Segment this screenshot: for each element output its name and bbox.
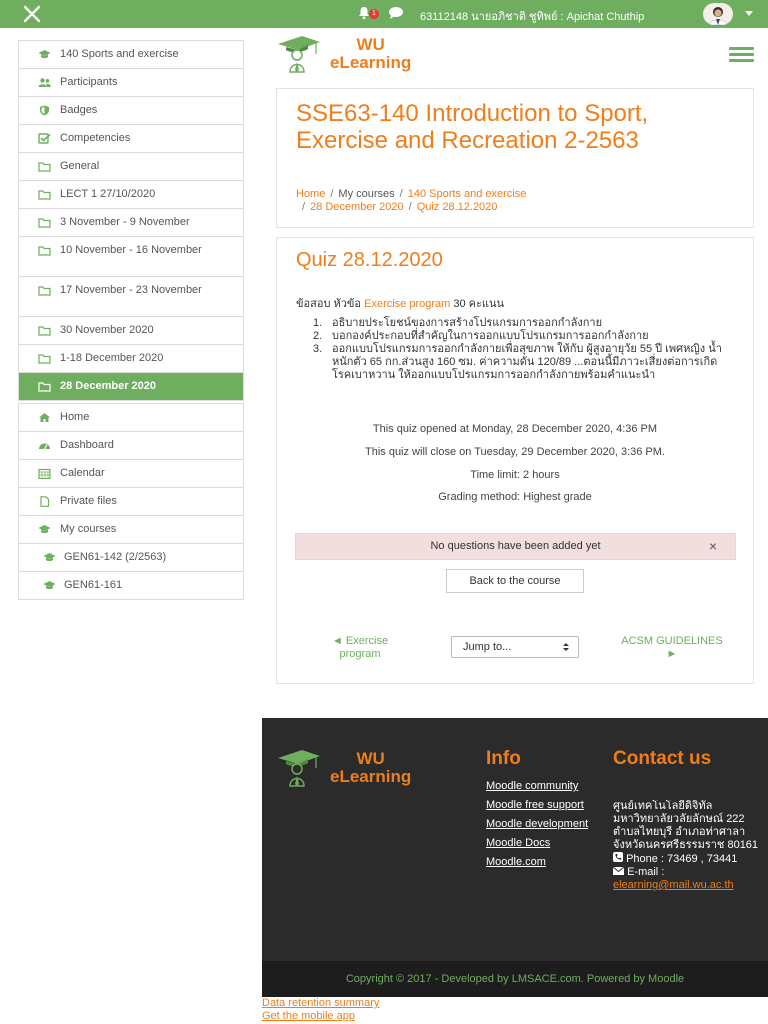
sidebar-item-label: GEN61-142 (2/2563) xyxy=(64,551,167,563)
intro-suffix: 30 คะแนน xyxy=(453,298,505,310)
close-alert-icon[interactable]: × xyxy=(708,538,717,554)
page-header-card xyxy=(276,88,754,228)
copyright-bar: Copyright © 2017 - Developed by LMSACE.com. Powered by Moodle xyxy=(262,961,768,997)
sidebar-item-label: General xyxy=(60,160,100,172)
folder-icon xyxy=(38,325,51,336)
sidebar-item-label: GEN61-161 xyxy=(64,579,123,591)
footer-link-moodle-docs[interactable]: Moodle Docs xyxy=(486,837,551,849)
breadcrumb-my-courses: My courses xyxy=(338,188,395,200)
sidebar-item-label: 30 November 2020 xyxy=(60,324,154,336)
sidebar-item-label: Badges xyxy=(60,104,98,116)
breadcrumb: Home / My courses / 140 Sports and exercise / 28 December 2020 / Quiz 28.12.2020 xyxy=(296,188,527,213)
close-drawer-icon[interactable] xyxy=(20,4,44,24)
quiz-open-time: This quiz opened at Monday, 28 December 2020, 4:36 PM xyxy=(372,423,658,435)
sidebar-item-label: Private files xyxy=(60,495,117,507)
sidebar-item-label: LECT 1 27/10/2020 xyxy=(60,188,156,200)
list-item: 1. อธิบายประโยชน์ของการสร้างโปรแกรมการออกกำลังกาย xyxy=(313,317,603,329)
mobile-app-link[interactable]: Get the mobile app xyxy=(262,1010,355,1022)
sidebar-item-label: Calendar xyxy=(60,467,105,479)
user-avatar[interactable] xyxy=(703,3,733,25)
brand-line2: eLearning xyxy=(330,53,412,72)
list-item: 3. ออกแบบโปรแกรมการออกกำลังกายเพื่อสุขภาพ ให้กับ ผู้สูงอายุวัย 55 ปี เพศหญิง น้ำหนักตัว 65 กก.ส่วนสูง 160 ซม. ค่าความดัน 120/89 ...ตอนนี้มีภาวะเสี่ยงต่อการเกิดโรคเบาหวาน ให้ออกแบบโปรแกรมการออกกำลังกายพร้อมคำแนะนำ xyxy=(313,343,722,381)
brand-line1: WU xyxy=(356,749,385,768)
alert-message: No questions have been added yet xyxy=(430,540,601,552)
next-activity-link[interactable]: ACSM GUIDELINES ► xyxy=(621,635,723,660)
sidebar-item-home[interactable] xyxy=(19,404,243,432)
sidebar-item-week-nov10[interactable] xyxy=(19,237,243,277)
sidebar-item-gen61-142[interactable] xyxy=(19,544,243,572)
sidebar-item-participants[interactable] xyxy=(19,69,243,97)
dashboard-icon xyxy=(38,440,51,451)
graduation-cap-icon xyxy=(43,580,56,591)
shield-icon xyxy=(38,105,51,116)
quiz-main-card xyxy=(276,237,754,684)
sidebar-item-dec28[interactable] xyxy=(19,373,243,401)
messages-icon[interactable] xyxy=(388,6,404,20)
sidebar-item-dashboard[interactable] xyxy=(19,432,243,460)
breadcrumb-section[interactable]: 28 December 2020 xyxy=(310,201,404,213)
graduation-cap-icon xyxy=(38,49,51,60)
footer-link-moodle-development[interactable]: Moodle development xyxy=(486,818,589,830)
list-item: 2. บอกองค์ประกอบที่สำคัญในการออกแบบโปรแกรมการออกกำลังกาย xyxy=(313,330,649,342)
sidebar-item-label: Participants xyxy=(60,76,118,88)
sidebar-item-label: 3 November - 9 November xyxy=(60,216,190,228)
sidebar-item-label: 17 November - 23 November xyxy=(60,284,202,296)
back-to-course-button[interactable]: Back to the course xyxy=(446,569,584,593)
sidebar-item-label: Competencies xyxy=(60,132,131,144)
quiz-intro xyxy=(296,294,504,312)
home-icon xyxy=(38,412,51,423)
contact-email-link[interactable]: elearning@mail.wu.ac.th xyxy=(613,879,734,891)
no-questions-alert xyxy=(295,533,736,560)
sidebar-item-label: 10 November - 16 November xyxy=(60,244,202,256)
sidebar-item-week-nov17[interactable] xyxy=(19,277,243,317)
quiz-instructions-list xyxy=(313,317,733,382)
sidebar-item-gen61-161[interactable] xyxy=(19,572,243,600)
site-navigation xyxy=(18,403,244,600)
data-retention-link[interactable]: Data retention summary xyxy=(262,997,380,1009)
folder-icon xyxy=(38,245,51,256)
footer-info-heading: Info xyxy=(486,748,521,769)
sidebar-item-week-nov3[interactable] xyxy=(19,209,243,237)
exercise-program-link[interactable]: Exercise program xyxy=(364,298,451,310)
file-icon xyxy=(38,496,51,507)
sidebar-item-label: 140 Sports and exercise xyxy=(60,48,179,60)
sidebar-item-label: My courses xyxy=(60,523,117,535)
brand-text xyxy=(330,36,411,72)
brand-line2: eLearning xyxy=(330,767,412,786)
jump-to-select[interactable] xyxy=(451,636,579,658)
footer-link-moodle-support[interactable]: Moodle free support xyxy=(486,799,584,811)
breadcrumb-quiz[interactable]: Quiz 28.12.2020 xyxy=(416,201,498,213)
sidebar-item-label: 1-18 December 2020 xyxy=(60,352,164,364)
bottom-links xyxy=(262,997,379,1023)
footer-links xyxy=(486,777,596,872)
footer-link-moodle-community[interactable]: Moodle community xyxy=(486,780,579,792)
graduate-mascot-icon xyxy=(276,34,324,74)
envelope-icon xyxy=(613,867,624,875)
sidebar-item-label: Dashboard xyxy=(60,439,114,451)
folder-icon xyxy=(38,381,51,392)
sidebar-item-badges[interactable] xyxy=(19,97,243,125)
quiz-title: Quiz 28.12.2020 xyxy=(296,249,443,271)
sidebar-item-label: 28 December 2020 xyxy=(60,380,157,392)
calendar-icon xyxy=(38,468,51,479)
contact-email-row xyxy=(613,866,768,879)
quiz-time-limit: Time limit: 2 hours xyxy=(470,469,560,481)
user-menu-caret-icon[interactable] xyxy=(745,11,753,16)
breadcrumb-course[interactable]: 140 Sports and exercise xyxy=(407,188,527,200)
select-arrows-icon xyxy=(562,642,570,652)
site-footer xyxy=(262,718,768,961)
phone-icon xyxy=(613,852,623,862)
sidebar-item-private-files[interactable] xyxy=(19,488,243,516)
graduate-mascot-icon xyxy=(276,748,324,788)
footer-brand-text xyxy=(330,750,411,786)
sidebar-item-label: Home xyxy=(60,411,90,423)
breadcrumb-home[interactable]: Home xyxy=(296,188,326,200)
sidebar-item-course[interactable] xyxy=(19,41,243,69)
notification-count-badge: 1 xyxy=(369,9,379,19)
footer-contact-heading: Contact us xyxy=(613,748,712,769)
contact-phone-row xyxy=(613,852,768,866)
jump-to-label: Jump to... xyxy=(463,641,512,653)
quiz-grading-method: Grading method: Highest grade xyxy=(438,491,592,503)
brand-line1: WU xyxy=(356,35,385,54)
sidebar-item-lect1[interactable] xyxy=(19,181,243,209)
sidebar-item-nov30[interactable] xyxy=(19,317,243,345)
graduation-cap-icon xyxy=(43,552,56,563)
folder-icon xyxy=(38,285,51,296)
contact-address: ศูนย์เทคโนโลยีดิจิทัล มหาวิทยาลัยวลัยลักษณ์ 222 ตำบลไทยบุรี อำเภอท่าศาลา จังหวัดนครศรีธรรมราช 80161 xyxy=(613,800,759,851)
footer-logo[interactable] xyxy=(276,748,446,790)
sidebar-item-competencies[interactable] xyxy=(19,125,243,153)
footer-link-moodle-com[interactable]: Moodle.com xyxy=(486,856,546,868)
site-logo[interactable] xyxy=(276,34,451,76)
folder-icon xyxy=(38,353,51,364)
contact-phone: Phone : 73469 , 73441 xyxy=(626,853,738,865)
menu-toggle-icon[interactable] xyxy=(729,47,754,63)
user-name[interactable]: 63112148 นายอภิชาติ ชูทิพย์ : Apichat Chuthip xyxy=(420,11,645,23)
graduation-cap-icon xyxy=(38,524,51,535)
users-icon xyxy=(38,77,51,88)
course-title: SSE63-140 Introduction to Sport, Exercise and Recreation 2-2563 xyxy=(296,100,649,154)
quiz-close-time: This quiz will close on Tuesday, 29 December 2020, 3:36 PM. xyxy=(364,446,665,458)
top-navbar xyxy=(0,0,768,28)
prev-activity-link[interactable]: ◄ Exercise program xyxy=(331,635,389,660)
sidebar-item-dec1-18[interactable] xyxy=(19,345,243,373)
sidebar-item-general[interactable] xyxy=(19,153,243,181)
intro-prefix: ข้อสอบ หัวข้อ xyxy=(296,298,362,310)
folder-icon xyxy=(38,189,51,200)
folder-icon xyxy=(38,217,51,228)
sidebar-item-calendar[interactable] xyxy=(19,460,243,488)
course-navigation xyxy=(18,40,244,401)
folder-icon xyxy=(38,161,51,172)
sidebar-item-my-courses[interactable] xyxy=(19,516,243,544)
footer-contact xyxy=(613,800,768,892)
contact-email-label: E-mail : xyxy=(627,866,665,878)
checkbox-icon xyxy=(38,133,51,144)
sidebar xyxy=(18,40,244,600)
